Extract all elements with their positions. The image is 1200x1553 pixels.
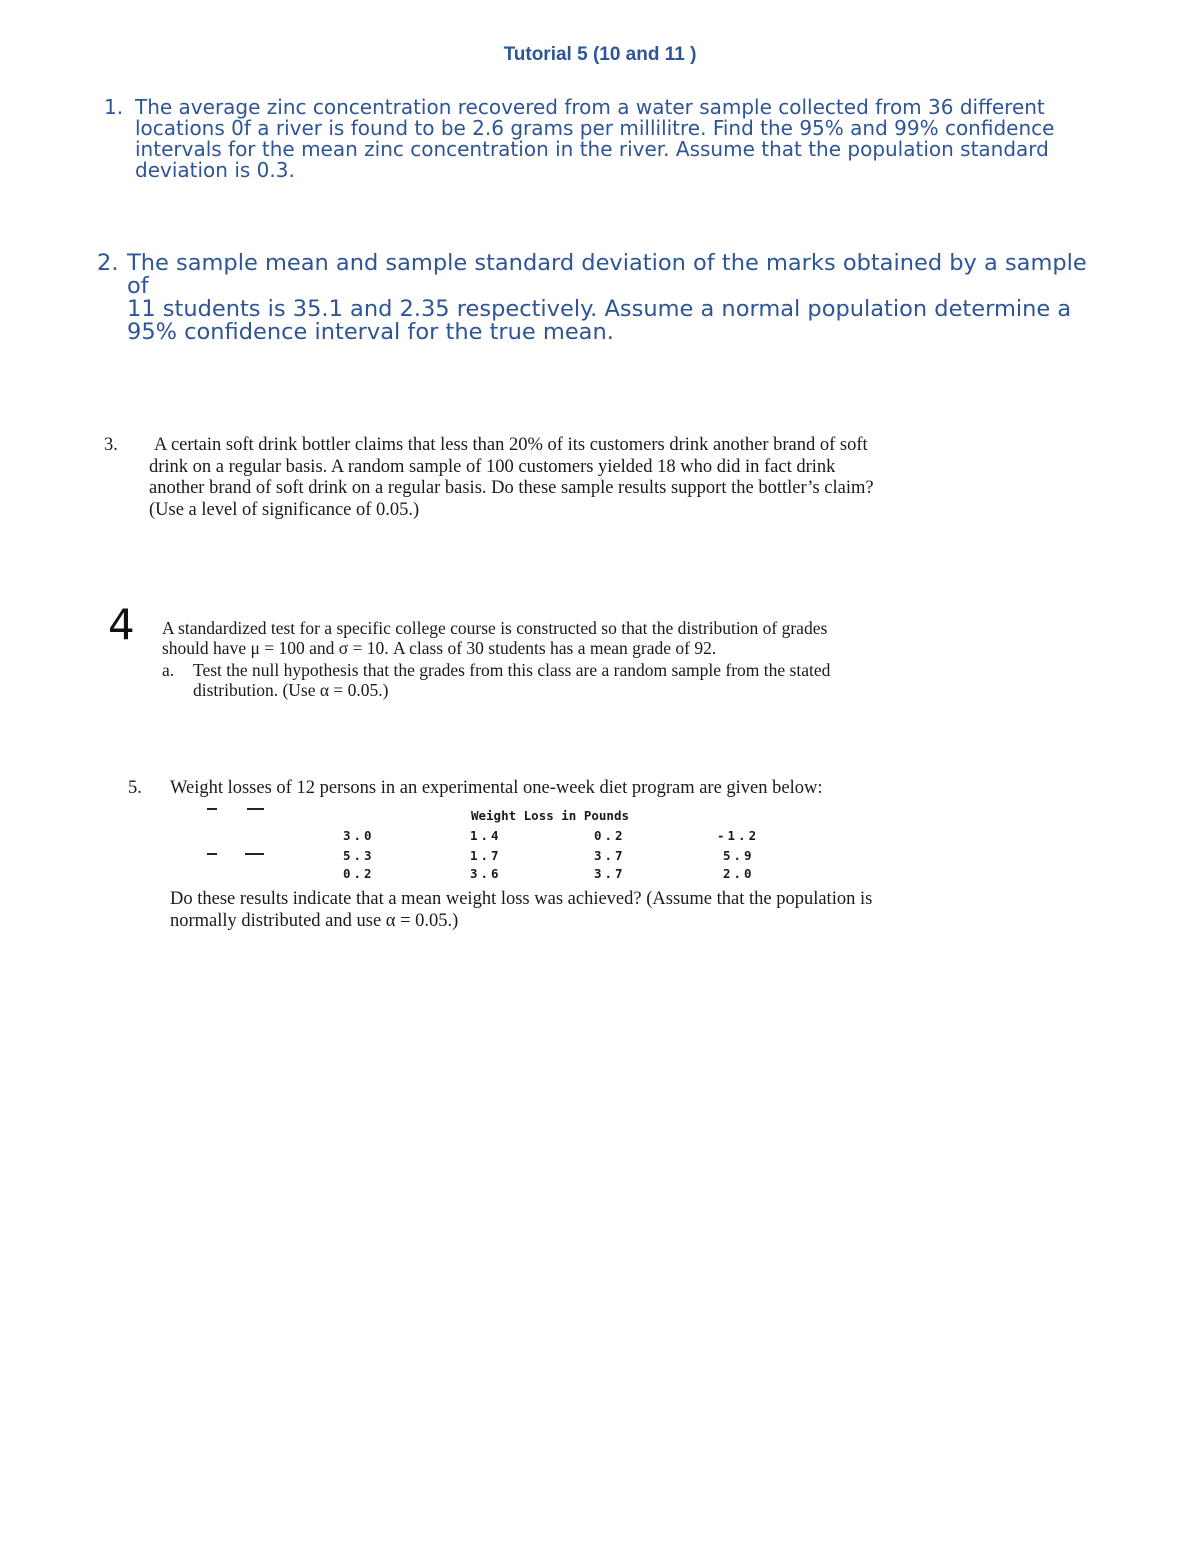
table-header: Weight Loss in Pounds (470, 808, 630, 823)
question-number: 5. (128, 778, 142, 798)
question-number: 3. (104, 435, 118, 455)
table-cell: 0.2 (343, 866, 375, 881)
question-1 (104, 97, 1084, 181)
question-line: Test the null hypothesis that the grades from this class are a random sample from the stated (193, 660, 831, 680)
question-line: (Use a level of significance of 0.05.) (149, 499, 420, 520)
part-label: a. (162, 660, 175, 680)
question-line: The sample mean and sample standard deviation of the marks obtained by a sample of (127, 250, 1087, 299)
question-3 (104, 435, 1014, 521)
page-title: Tutorial 5 (10 and 11 ) (503, 44, 697, 65)
question-line: Do these results indicate that a mean weight loss was achieved? (Assume that the population is (170, 889, 873, 909)
question-line: 95% confidence interval for the true mean. (127, 319, 614, 345)
table-cell: 3.7 (594, 866, 626, 881)
table-cell: 3.7 (594, 848, 626, 863)
question-line: intervals for the mean zinc concentration in the river. Assume that the population standard (135, 137, 1049, 161)
question-line: 11 students is 35.1 and 2.35 respectively. Assume a normal population determine a (127, 296, 1072, 322)
scan-mark (207, 853, 217, 855)
question-line: another brand of soft drink on a regular basis. Do these sample results support the bottler’s claim? (149, 478, 874, 498)
question-line: normally distributed and use α = 0.05.) (170, 911, 459, 931)
question-line: locations 0f a river is found to be 2.6 grams per millilitre. Find the 95% and 99% confidence (135, 116, 1055, 140)
question-line: Weight losses of 12 persons in an experimental one-week diet program are given below: (170, 778, 823, 798)
table-cell: 1.4 (470, 828, 502, 843)
question-line: distribution. (Use α = 0.05.) (193, 680, 389, 700)
question-line: deviation is 0.3. (135, 158, 295, 182)
question-line: The average zinc concentration recovered from a water sample collected from 36 different (135, 95, 1045, 119)
table-cell: 5.9 (723, 848, 755, 863)
scan-mark (245, 853, 264, 855)
question-4 (162, 618, 962, 700)
table-cell: -1.2 (717, 828, 760, 843)
question-number: 1. (104, 95, 124, 119)
handwritten-number-4: 4 (108, 600, 135, 649)
question-line: should have μ = 100 and σ = 10. A class of 30 students has a mean grade of 92. (162, 638, 717, 658)
table-cell: 3.0 (343, 828, 375, 843)
question-line: A certain soft drink bottler claims that less than 20% of its customers drink another brand of soft (154, 435, 868, 455)
scan-mark (247, 808, 264, 810)
question-line: A standardized test for a specific college course is constructed so that the distribution of grades (162, 618, 828, 638)
question-5-followup (170, 888, 990, 932)
question-line: drink on a regular basis. A random sample of 100 customers yielded 18 who did in fact drink (149, 456, 836, 477)
scan-mark (207, 808, 217, 810)
question-2 (97, 252, 1097, 344)
table-cell: 3.6 (470, 866, 502, 881)
table-cell: 5.3 (343, 848, 375, 863)
table-cell: 1.7 (470, 848, 502, 863)
table-cell: 0.2 (594, 828, 626, 843)
question-number: 2. (97, 250, 119, 276)
table-cell: 2.0 (723, 866, 755, 881)
question-5 (128, 778, 998, 799)
